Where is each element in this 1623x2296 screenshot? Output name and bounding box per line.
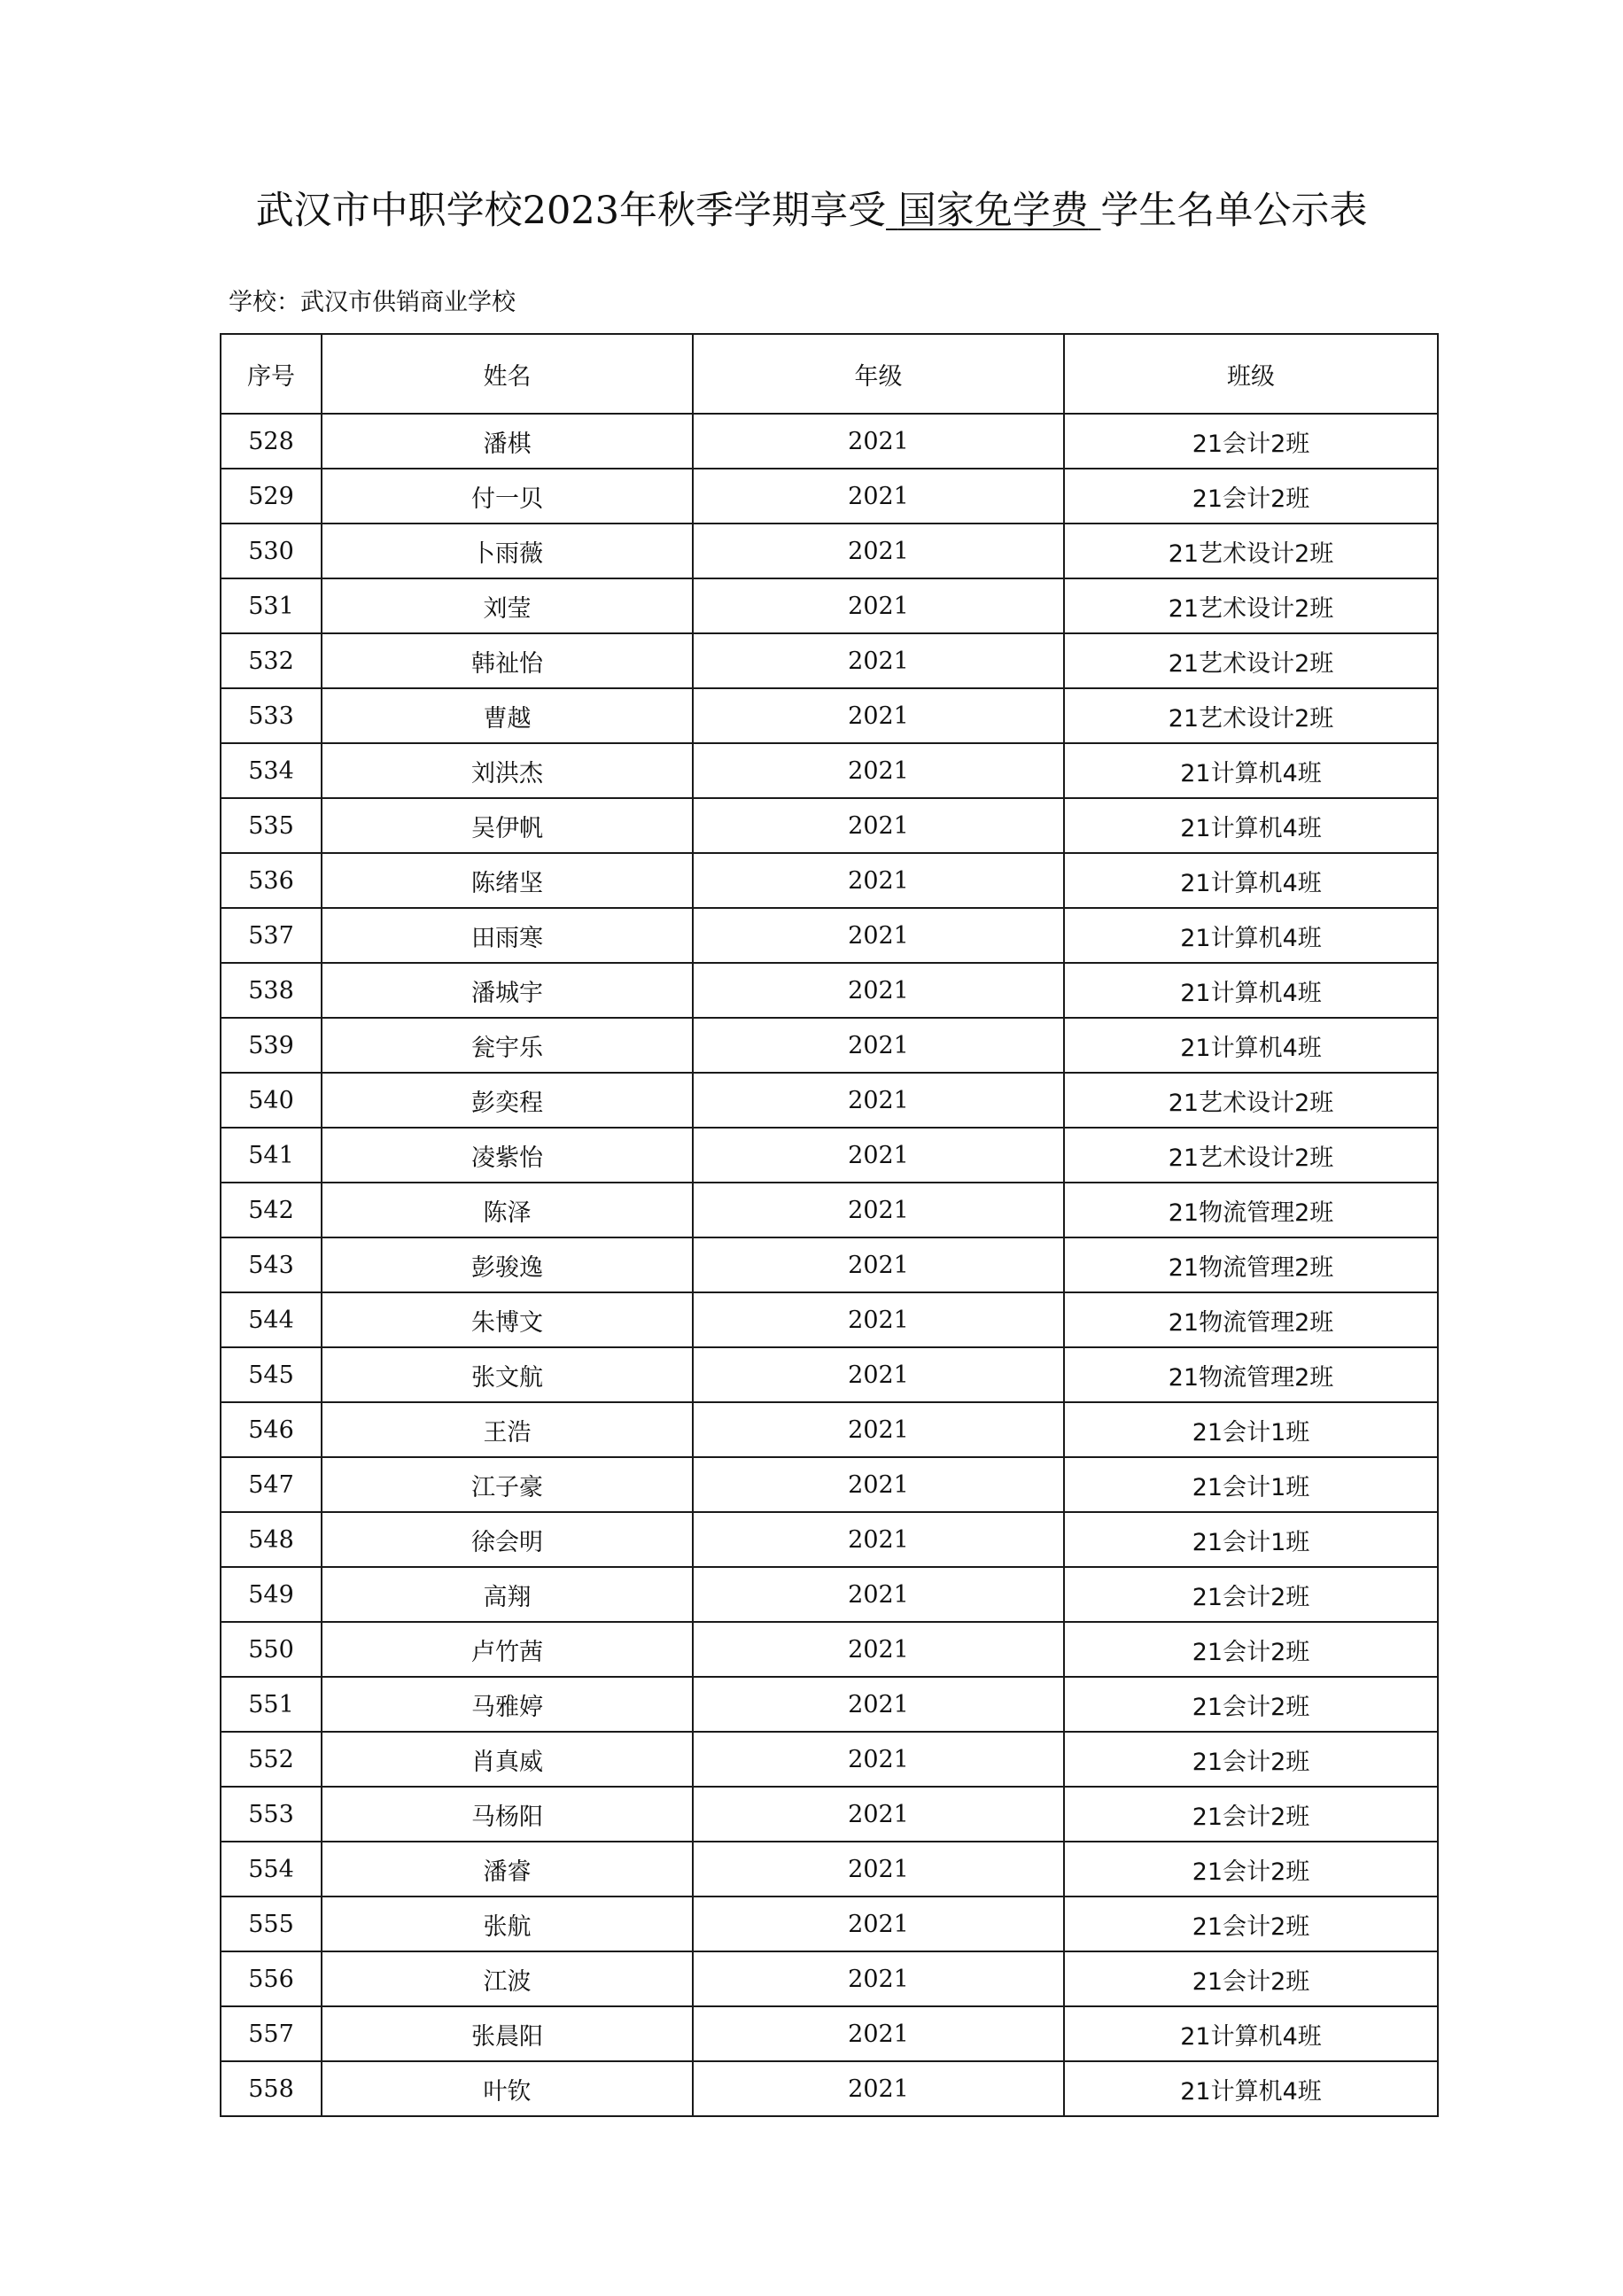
title-suffix: 学生名单公示表 — [1100, 189, 1368, 233]
row-name: 卢竹茜 — [322, 1622, 693, 1677]
row-class: 21计算机4班 — [1064, 853, 1438, 908]
row-grade: 2021 — [693, 1237, 1064, 1292]
table-row — [221, 688, 1438, 743]
row-seq: 557 — [221, 2006, 322, 2061]
row-name: 陈绪坚 — [322, 853, 693, 908]
row-name: 凌紫怡 — [322, 1128, 693, 1183]
table-row — [221, 1622, 1438, 1677]
row-grade: 2021 — [693, 414, 1064, 469]
table-row — [221, 1457, 1438, 1512]
row-name: 潘棋 — [322, 414, 693, 469]
title-prefix: 武汉市中职学校2023年秋季学期享受 — [255, 189, 887, 233]
row-class: 21会计2班 — [1064, 1787, 1438, 1842]
table-row — [221, 1567, 1438, 1622]
row-class: 21艺术设计2班 — [1064, 524, 1438, 578]
row-class: 21会计2班 — [1064, 1897, 1438, 1951]
row-class: 21会计2班 — [1064, 469, 1438, 524]
row-class: 21物流管理2班 — [1064, 1347, 1438, 1402]
row-class: 21会计2班 — [1064, 1677, 1438, 1732]
row-grade: 2021 — [693, 1787, 1064, 1842]
table-row — [221, 414, 1438, 469]
row-grade: 2021 — [693, 1622, 1064, 1677]
row-seq: 538 — [221, 963, 322, 1018]
row-grade: 2021 — [693, 798, 1064, 853]
row-grade: 2021 — [693, 1292, 1064, 1347]
row-class: 21会计2班 — [1064, 1622, 1438, 1677]
row-seq: 556 — [221, 1951, 322, 2006]
row-name: 瓮宇乐 — [322, 1018, 693, 1073]
table-row — [221, 908, 1438, 963]
row-grade: 2021 — [693, 469, 1064, 524]
row-name: 王浩 — [322, 1402, 693, 1457]
row-name: 陈泽 — [322, 1183, 693, 1237]
row-seq: 535 — [221, 798, 322, 853]
title-underlined-text: 国家免学费 — [897, 189, 1089, 233]
row-grade: 2021 — [693, 1951, 1064, 2006]
row-name: 江波 — [322, 1951, 693, 2006]
row-name: 潘城宇 — [322, 963, 693, 1018]
row-seq: 541 — [221, 1128, 322, 1183]
row-seq: 558 — [221, 2061, 322, 2116]
row-grade: 2021 — [693, 1677, 1064, 1732]
row-name: 张航 — [322, 1897, 693, 1951]
table-row — [221, 1018, 1438, 1073]
table-row — [221, 1951, 1438, 2006]
header-name: 姓名 — [322, 334, 693, 414]
row-class: 21会计2班 — [1064, 1732, 1438, 1787]
row-grade: 2021 — [693, 908, 1064, 963]
title-underlined-fill — [886, 189, 1100, 233]
table-row — [221, 1842, 1438, 1897]
table-row — [221, 743, 1438, 798]
row-seq: 539 — [221, 1018, 322, 1073]
row-grade: 2021 — [693, 1018, 1064, 1073]
row-seq: 550 — [221, 1622, 322, 1677]
row-class: 21艺术设计2班 — [1064, 1073, 1438, 1128]
row-name: 付一贝 — [322, 469, 693, 524]
row-grade: 2021 — [693, 1128, 1064, 1183]
table-body — [221, 414, 1438, 2116]
table-row — [221, 2006, 1438, 2061]
row-name: 曹越 — [322, 688, 693, 743]
table-row — [221, 853, 1438, 908]
row-name: 叶钦 — [322, 2061, 693, 2116]
row-seq: 542 — [221, 1183, 322, 1237]
row-class: 21计算机4班 — [1064, 2061, 1438, 2116]
row-name: 肖真威 — [322, 1732, 693, 1787]
table-row — [221, 1897, 1438, 1951]
row-seq: 530 — [221, 524, 322, 578]
row-grade: 2021 — [693, 1347, 1064, 1402]
row-name: 彭奕程 — [322, 1073, 693, 1128]
table-row — [221, 963, 1438, 1018]
row-seq: 543 — [221, 1237, 322, 1292]
row-name: 朱博文 — [322, 1292, 693, 1347]
row-name: 张晨阳 — [322, 2006, 693, 2061]
row-seq: 533 — [221, 688, 322, 743]
table-row — [221, 1732, 1438, 1787]
row-grade: 2021 — [693, 1897, 1064, 1951]
row-class: 21会计1班 — [1064, 1402, 1438, 1457]
row-class: 21会计2班 — [1064, 1842, 1438, 1897]
table-row — [221, 1512, 1438, 1567]
row-class: 21艺术设计2班 — [1064, 633, 1438, 688]
row-grade: 2021 — [693, 1073, 1064, 1128]
row-class: 21艺术设计2班 — [1064, 1128, 1438, 1183]
row-class: 21计算机4班 — [1064, 743, 1438, 798]
table-row — [221, 1677, 1438, 1732]
row-grade: 2021 — [693, 578, 1064, 633]
row-name: 吴伊帆 — [322, 798, 693, 853]
row-class: 21物流管理2班 — [1064, 1237, 1438, 1292]
row-class: 21会计2班 — [1064, 1951, 1438, 2006]
student-roster-table — [220, 333, 1439, 2117]
row-class: 21计算机4班 — [1064, 798, 1438, 853]
row-class: 21艺术设计2班 — [1064, 578, 1438, 633]
row-seq: 555 — [221, 1897, 322, 1951]
table-row — [221, 798, 1438, 853]
header-class: 班级 — [1064, 334, 1438, 414]
row-seq: 545 — [221, 1347, 322, 1402]
table-row — [221, 2061, 1438, 2116]
row-class: 21计算机4班 — [1064, 908, 1438, 963]
row-name: 张文航 — [322, 1347, 693, 1402]
row-name: 刘莹 — [322, 578, 693, 633]
row-grade: 2021 — [693, 1457, 1064, 1512]
table-row — [221, 1787, 1438, 1842]
row-class: 21计算机4班 — [1064, 1018, 1438, 1073]
row-seq: 537 — [221, 908, 322, 963]
row-seq: 546 — [221, 1402, 322, 1457]
row-name: 马杨阳 — [322, 1787, 693, 1842]
row-seq: 529 — [221, 469, 322, 524]
row-grade: 2021 — [693, 1402, 1064, 1457]
row-class: 21会计2班 — [1064, 414, 1438, 469]
row-grade: 2021 — [693, 1732, 1064, 1787]
page-title — [0, 184, 1623, 237]
table-row — [221, 633, 1438, 688]
table-row — [221, 1402, 1438, 1457]
row-name: 刘洪杰 — [322, 743, 693, 798]
row-seq: 534 — [221, 743, 322, 798]
row-grade: 2021 — [693, 688, 1064, 743]
row-class: 21会计1班 — [1064, 1512, 1438, 1567]
row-name: 彭骏逸 — [322, 1237, 693, 1292]
row-grade: 2021 — [693, 1512, 1064, 1567]
row-class: 21物流管理2班 — [1064, 1183, 1438, 1237]
row-seq: 547 — [221, 1457, 322, 1512]
row-class: 21会计1班 — [1064, 1457, 1438, 1512]
row-seq: 531 — [221, 578, 322, 633]
row-seq: 549 — [221, 1567, 322, 1622]
row-grade: 2021 — [693, 1842, 1064, 1897]
row-name: 江子豪 — [322, 1457, 693, 1512]
row-seq: 540 — [221, 1073, 322, 1128]
row-grade: 2021 — [693, 633, 1064, 688]
row-class: 21计算机4班 — [1064, 963, 1438, 1018]
table-header-row — [221, 334, 1438, 414]
row-class: 21艺术设计2班 — [1064, 688, 1438, 743]
row-class: 21物流管理2班 — [1064, 1292, 1438, 1347]
row-name: 徐会明 — [322, 1512, 693, 1567]
row-seq: 551 — [221, 1677, 322, 1732]
row-grade: 2021 — [693, 743, 1064, 798]
table-row — [221, 578, 1438, 633]
row-class: 21会计2班 — [1064, 1567, 1438, 1622]
table-row — [221, 1347, 1438, 1402]
row-seq: 544 — [221, 1292, 322, 1347]
table-row — [221, 524, 1438, 578]
row-name: 马雅婷 — [322, 1677, 693, 1732]
row-grade: 2021 — [693, 853, 1064, 908]
row-seq: 532 — [221, 633, 322, 688]
header-grade: 年级 — [693, 334, 1064, 414]
row-name: 高翔 — [322, 1567, 693, 1622]
row-seq: 553 — [221, 1787, 322, 1842]
row-name: 韩祉怡 — [322, 633, 693, 688]
table-row — [221, 1183, 1438, 1237]
row-seq: 552 — [221, 1732, 322, 1787]
table-row — [221, 1237, 1438, 1292]
row-name: 田雨寒 — [322, 908, 693, 963]
row-grade: 2021 — [693, 1567, 1064, 1622]
row-grade: 2021 — [693, 963, 1064, 1018]
school-line: 学校：武汉市供销商业学校 — [229, 289, 516, 316]
row-seq: 528 — [221, 414, 322, 469]
row-class: 21计算机4班 — [1064, 2006, 1438, 2061]
row-seq: 548 — [221, 1512, 322, 1567]
table-row — [221, 1073, 1438, 1128]
row-grade: 2021 — [693, 1183, 1064, 1237]
table-row — [221, 469, 1438, 524]
table-row — [221, 1292, 1438, 1347]
row-name: 卜雨薇 — [322, 524, 693, 578]
row-grade: 2021 — [693, 2061, 1064, 2116]
header-seq: 序号 — [221, 334, 322, 414]
table-row — [221, 1128, 1438, 1183]
row-grade: 2021 — [693, 524, 1064, 578]
row-seq: 554 — [221, 1842, 322, 1897]
row-name: 潘睿 — [322, 1842, 693, 1897]
row-grade: 2021 — [693, 2006, 1064, 2061]
row-seq: 536 — [221, 853, 322, 908]
